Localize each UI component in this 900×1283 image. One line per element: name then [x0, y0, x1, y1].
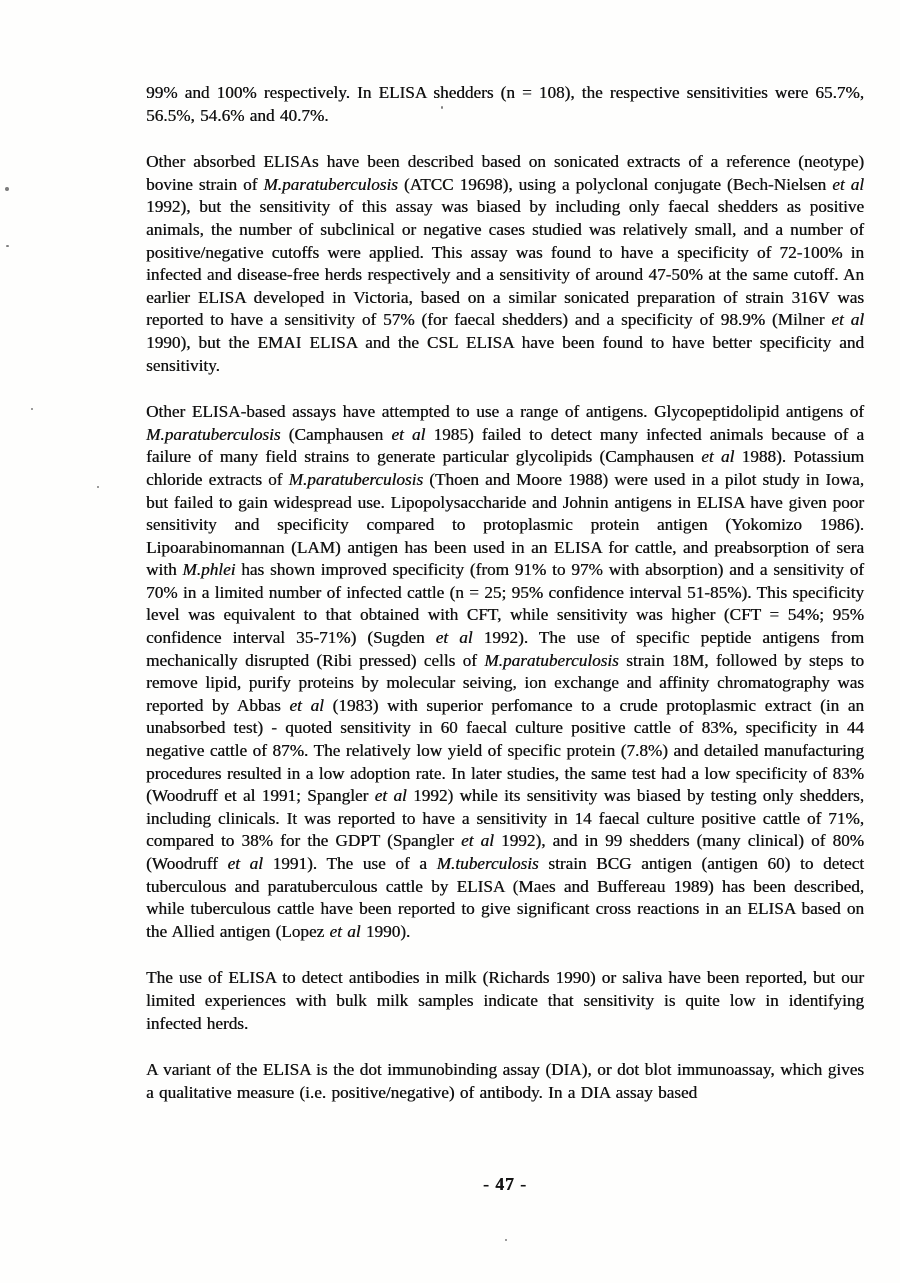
paragraph: Other ELISA-based assays have attempted to use a range of antigens. Glycopeptidolipid antigens of M.paratuberculosis (Camphausen et al 1985) failed to detect many infected animals because of a failure of many field strains to generate particular glycolipids (Camphausen et al 1988). Potassium chloride extracts of M.paratuberculosis (Thoen and Moore 1988) were used in a pilot study in Iowa, but failed to gain widespread use. Lipopolysaccharide and Johnin antigens in ELISA have given poor sensitivity and specificity compared to protoplasmic protein antigen (Yokomizo 1986). Lipoarabinomannan (LAM) antigen has been used in an ELISA for cattle, and preabsorption of sera with M.phlei has shown improved specificity (from 91% to 97% with absorption) and a sensitivity of 70% in a limited number of infected cattle (n = 25; 95% confidence interval 51-85%). This specificity level was equivalent to that obtained with CFT, while sensitivity was higher (CFT = 54%; 95% confidence interval 35-71%) (Sugden et al 1992). The use of specific peptide antigens from mechanically disrupted (Ribi pressed) cells of M.paratuberculosis strain 18M, followed by steps to remove lipid, purify proteins by molecular seiving, ion exchange and affinity chromatography was reported by Abbas et al (1983) with superior perfomance to a crude protoplasmic extract (in an unabsorbed test) - quoted sensitivity in 60 faecal culture positive cattle of 83%, specificity in 44 negative cattle of 87%. The relatively low yield of specific protein (7.8%) and detailed manufacturing procedures resulted in a low adoption rate. In later studies, the same test had a low specificity of 83% (Woodruff et al 1991; Spangler et al 1992) while its sensitivity was biased by testing only shedders, including clinicals. It was reported to have a sensitivity in 14 faecal culture positive cattle of 71%, compared to 38% for the GDPT (Spangler et al 1992), and in 99 shedders (many clinical) of 80% (Woodruff et al 1991). The use of a M.tuberculosis strain BCG antigen (antigen 60) to detect tuberculous and paratuberculous cattle by ELISA (Maes and Buffereau 1989) has been described, while tuberculous cattle have been reported to give significant cross reactions in an ELISA based on the Allied antigen (Lopez et al 1990). [146, 402, 865, 941]
page-number: - 47 - [483, 1174, 527, 1194]
scan-speckle [6, 245, 9, 247]
paragraph: Other absorbed ELISAs have been described based on sonicated extracts of a reference (neotype) bovine strain of M.paratuberculosis (ATCC 19698), using a polyclonal conjugate (Bech-Nielsen et al 1992), but the sensitivity of this assay was biased by including only faecal shedders as positive animals, the number of subclinical or negative cases studied was relatively small, and a number of positive/negative cutoffs were applied. This assay was found to have a specificity of 72-100% in infected and disease-free herds respectively and a sensitivity of around 47-50% at the same cutoff. An earlier ELISA developed in Victoria, based on a similar sonicated preparation of strain 316V was reported to have a sensitivity of 57% (for faecal shedders) and a specificity of 98.9% (Milner et al 1990), but the EMAI ELISA and the CSL ELISA have been found to have better specificity and sensitivity. [146, 152, 864, 375]
paragraph: A variant of the ELISA is the dot immunobinding assay (DIA), or dot blot immunoassay, which gives a qualitative measure (i.e. positive/negative) of antibody. In a DIA assay based [146, 1060, 864, 1102]
paragraph: 99% and 100% respectively. In ELISA shedders (n = 108), the respective sensitivities were 65.7%, 56.5%, 54.6% and 40.7%. [146, 83, 864, 125]
scan-speckle [31, 408, 33, 410]
scan-speckle [441, 106, 443, 109]
document-text [146, 82, 864, 1128]
scan-speckle [97, 486, 99, 488]
scan-speckle [5, 187, 9, 191]
paragraph: The use of ELISA to detect antibodies in milk (Richards 1990) or saliva have been reported, but our limited experiences with bulk milk samples indicate that sensitivity is quite low in identifying infected herds. [146, 968, 864, 1033]
scan-speckle [505, 1239, 507, 1241]
